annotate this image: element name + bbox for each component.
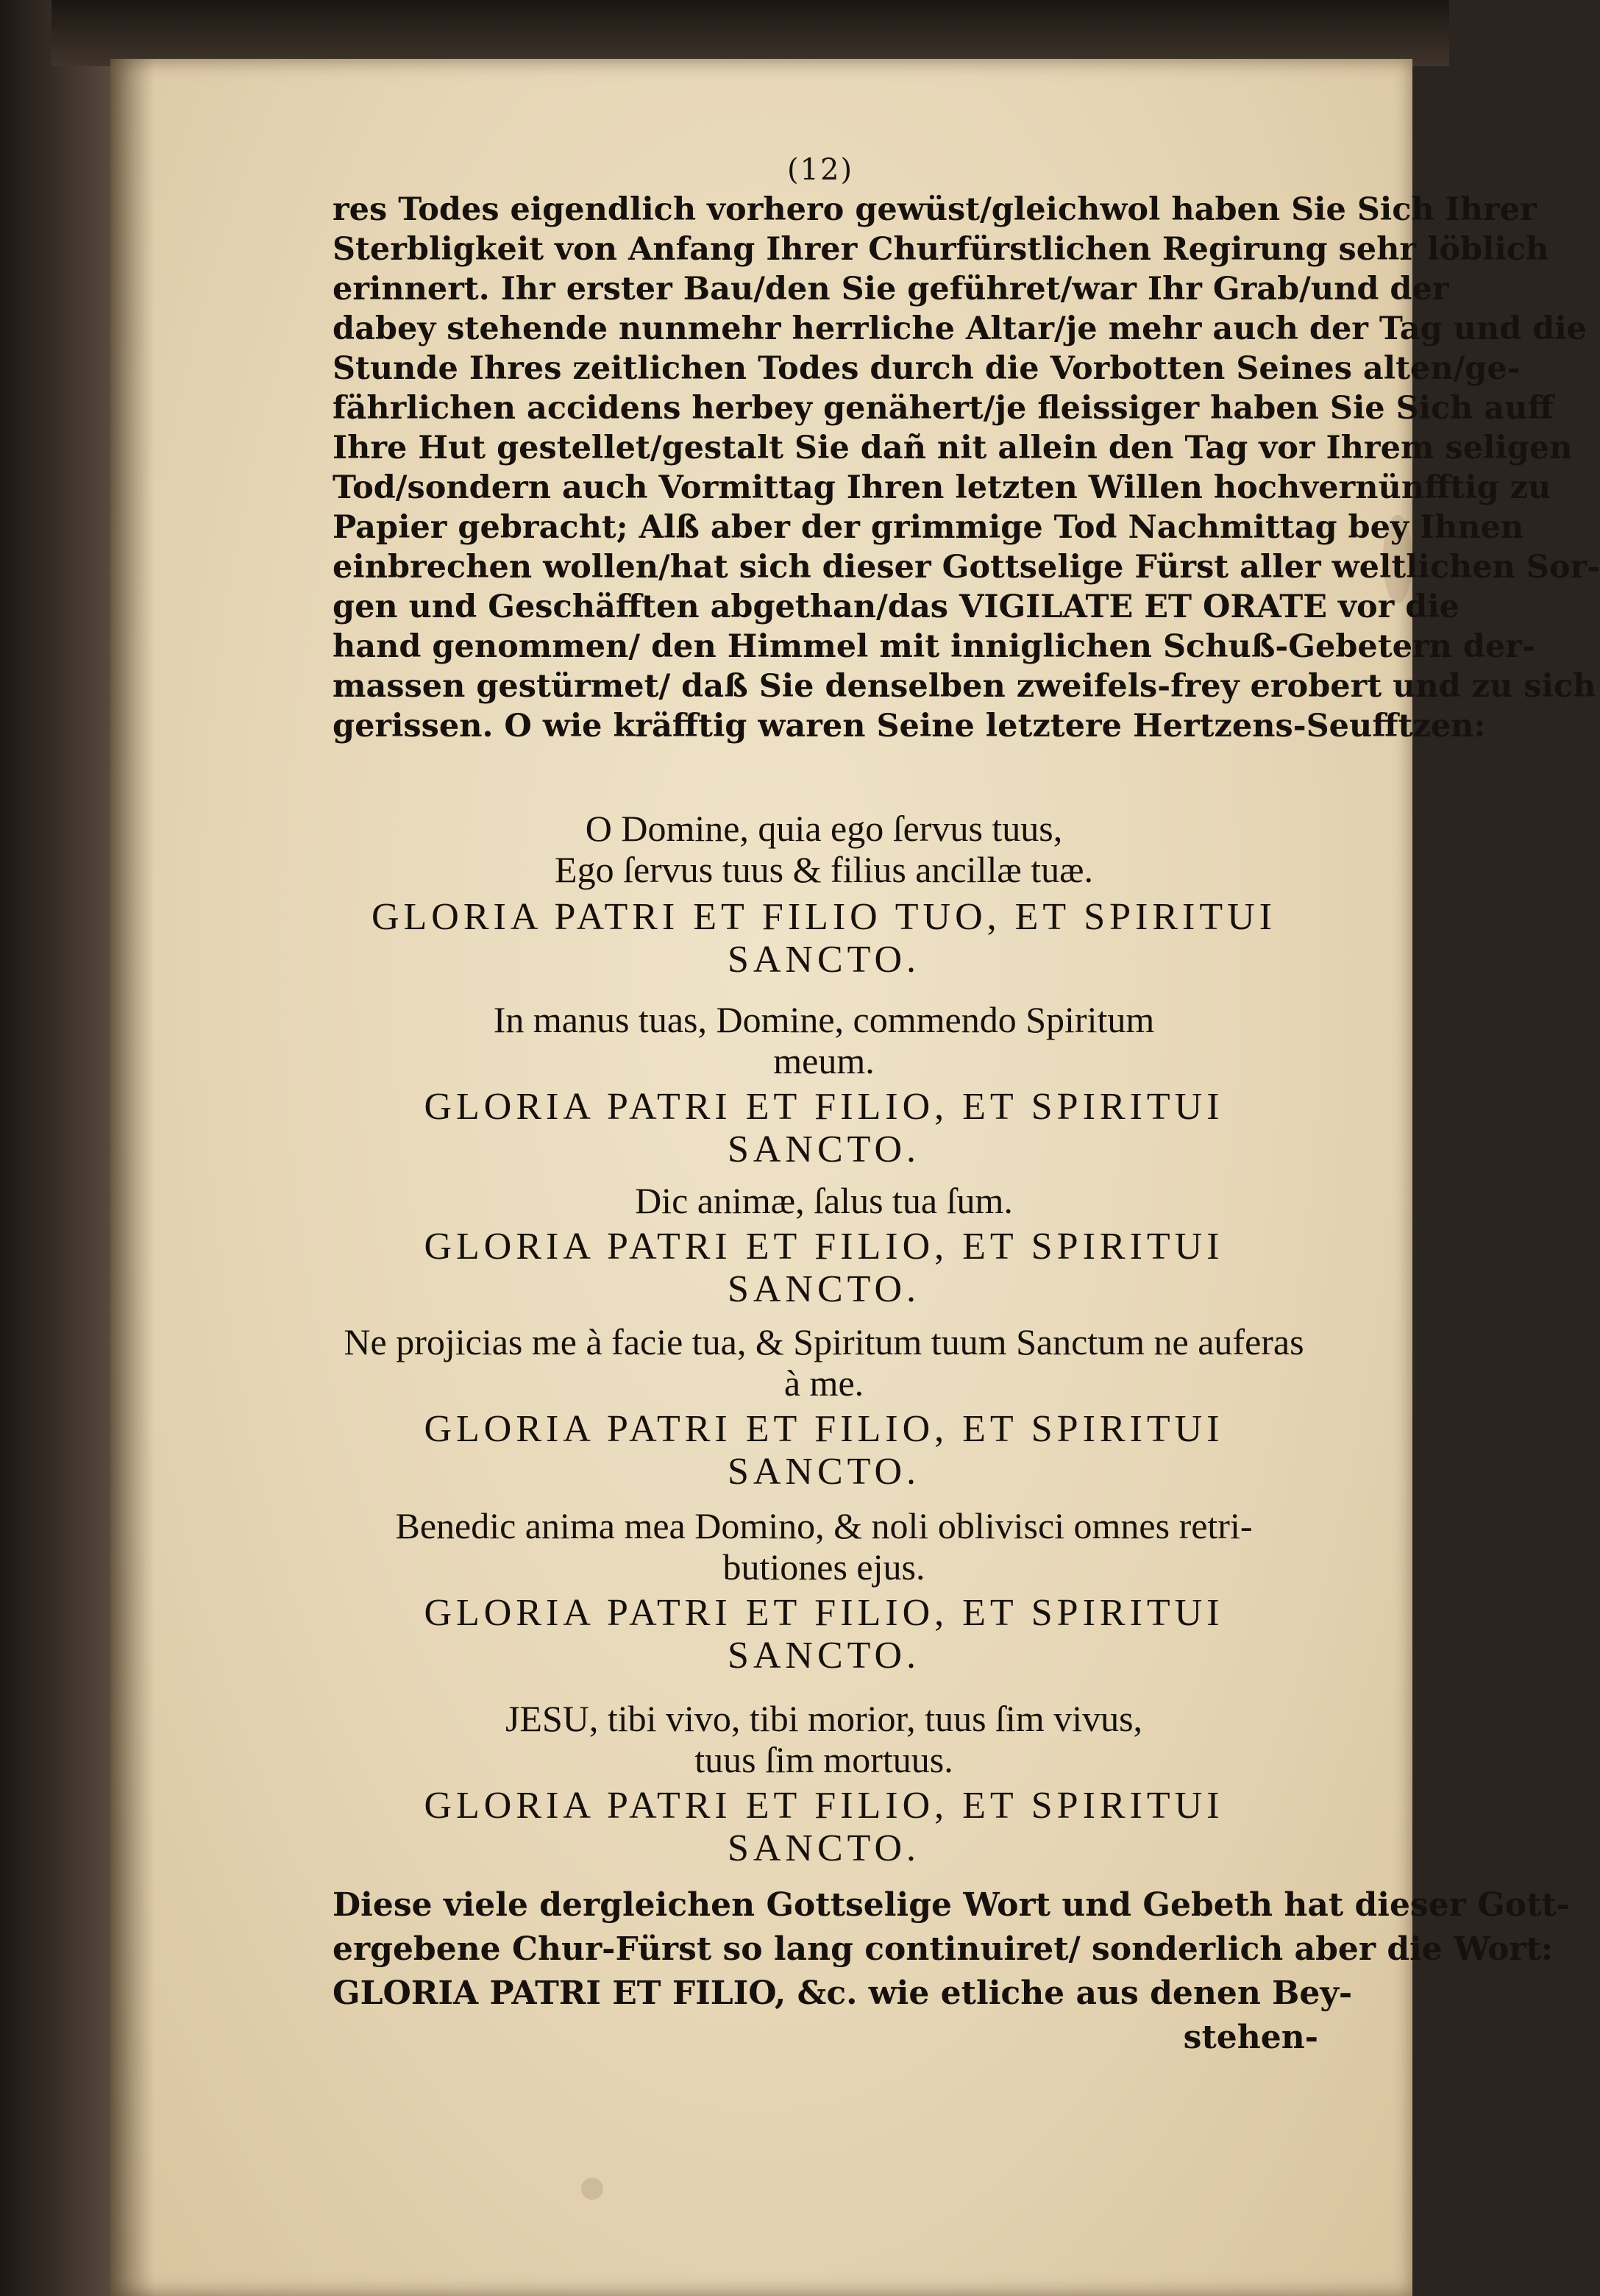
prayer-block [324,1180,1324,1311]
paper-stain [581,2178,603,2200]
closing-paragraph [333,1883,1571,2060]
gloria-line: GLORIA PATRI ET FILIO, ET SPIRITUI [424,1785,1224,1827]
prayer-block [324,1505,1324,1677]
text-line: massen gestürmet/ daß Sie denselben zweifels-frey erobert und zu sich [333,668,1596,705]
text-line: hand genommen/ den Himmel mit inniglichen Schuß-Gebetern der- [333,628,1535,665]
prayer-block [324,999,1324,1171]
text-line: Papier gebracht; Alß aber der grimmige Tod Nachmittag bey Ihnen [333,509,1524,546]
text-line: fährlichen accidens herbey genähert/je fleissiger haben Sie Sich auff [333,390,1554,427]
gloria-line: GLORIA PATRI ET FILIO, ET SPIRITUI [424,1592,1224,1634]
text-line: Sterbligkeit von Anfang Ihrer Churfürstlichen Regirung sehr löblich [333,231,1549,268]
prayer-line: Benedic anima mea Domino, & noli oblivisci omnes retri- [395,1505,1253,1546]
text-line: ergebene Chur-Fürst so lang continuiret/ sonderlich aber die Wort: [333,1930,1554,1968]
gloria-line: GLORIA PATRI ET FILIO TUO, ET SPIRITUI [371,896,1276,938]
prayer-line: meum. [773,1040,875,1081]
prayer-line: O Domine, quia ego ſervus tuus, [585,808,1063,849]
text-line: gerissen. O wie kräfftig waren Seine letztere Hertzens-Seufftzen: [333,708,1486,744]
text-line: Tod/sondern auch Vormittag Ihren letzten Willen hochvernünfftig zu [333,469,1551,506]
prayer-line: butiones ejus. [722,1546,925,1588]
text-line: erinnert. Ihr erster Bau/den Sie geführet/war Ihr Grab/und der [333,271,1449,308]
prayer-line: Ego ſervus tuus & filius ancillæ tuæ. [555,849,1093,890]
opening-paragraph [333,190,1600,746]
page-number: (12) [786,153,854,187]
gloria-line: GLORIA PATRI ET FILIO, ET SPIRITUI [424,1226,1224,1268]
gloria-line: SANCTO. [727,939,921,981]
prayer-line: Ne projicias me à facie tua, & Spiritum tuum Sanctum ne auferas [344,1321,1304,1362]
gloria-line: SANCTO. [727,1635,921,1677]
text-line: dabey stehende nunmehr herrliche Altar/je mehr auch der Tag und die [333,310,1587,347]
text-line: Ihre Hut gestellet/gestalt Sie dañ nit allein den Tag vor Ihrem seligen [333,430,1573,466]
prayer-line: JESU, tibi vivo, tibi morior, tuus ſim vivus, [505,1698,1143,1739]
catchword: stehen- [1183,2019,1318,2056]
text-line: res Todes eigendlich vorhero gewüst/gleichwol haben Sie Sich Ihrer [333,191,1537,228]
gutter-shadow [110,59,154,2296]
text-line: Diese viele dergleichen Gottselige Wort und Gebeth hat dieser Gott- [333,1886,1571,1924]
gloria-line: SANCTO. [727,1268,921,1310]
gloria-line: GLORIA PATRI ET FILIO, ET SPIRITUI [424,1408,1224,1450]
gloria-line: SANCTO. [727,1451,921,1493]
text-line: gen und Geschäfften abgethan/das VIGILATE ET ORATE vor die [333,589,1460,625]
prayer-block [324,1321,1324,1493]
gloria-line: SANCTO. [727,1129,921,1170]
prayer-block [324,1698,1324,1870]
page-stack-edge [51,0,1449,66]
prayer-line: Dic animæ, ſalus tua ſum. [635,1180,1013,1221]
gloria-line: GLORIA PATRI ET FILIO, ET SPIRITUI [424,1086,1224,1128]
prayer-line: à me. [783,1362,864,1404]
prayer-block [324,808,1324,981]
prayer-line: In manus tuas, Domine, commendo Spiritum [493,999,1155,1040]
text-line: Stunde Ihres zeitlichen Todes durch die Vorbotten Seines alten/ge- [333,350,1521,387]
text-line: GLORIA PATRI ET FILIO, &c. wie etliche aus denen Bey- [333,1975,1353,2012]
gloria-line: SANCTO. [727,1827,921,1869]
book-spine [0,0,110,2296]
prayer-line: tuus ſim mortuus. [694,1739,953,1780]
text-line: einbrechen wollen/hat sich dieser Gottselige Fürst aller weltlichen Sor- [333,549,1600,586]
